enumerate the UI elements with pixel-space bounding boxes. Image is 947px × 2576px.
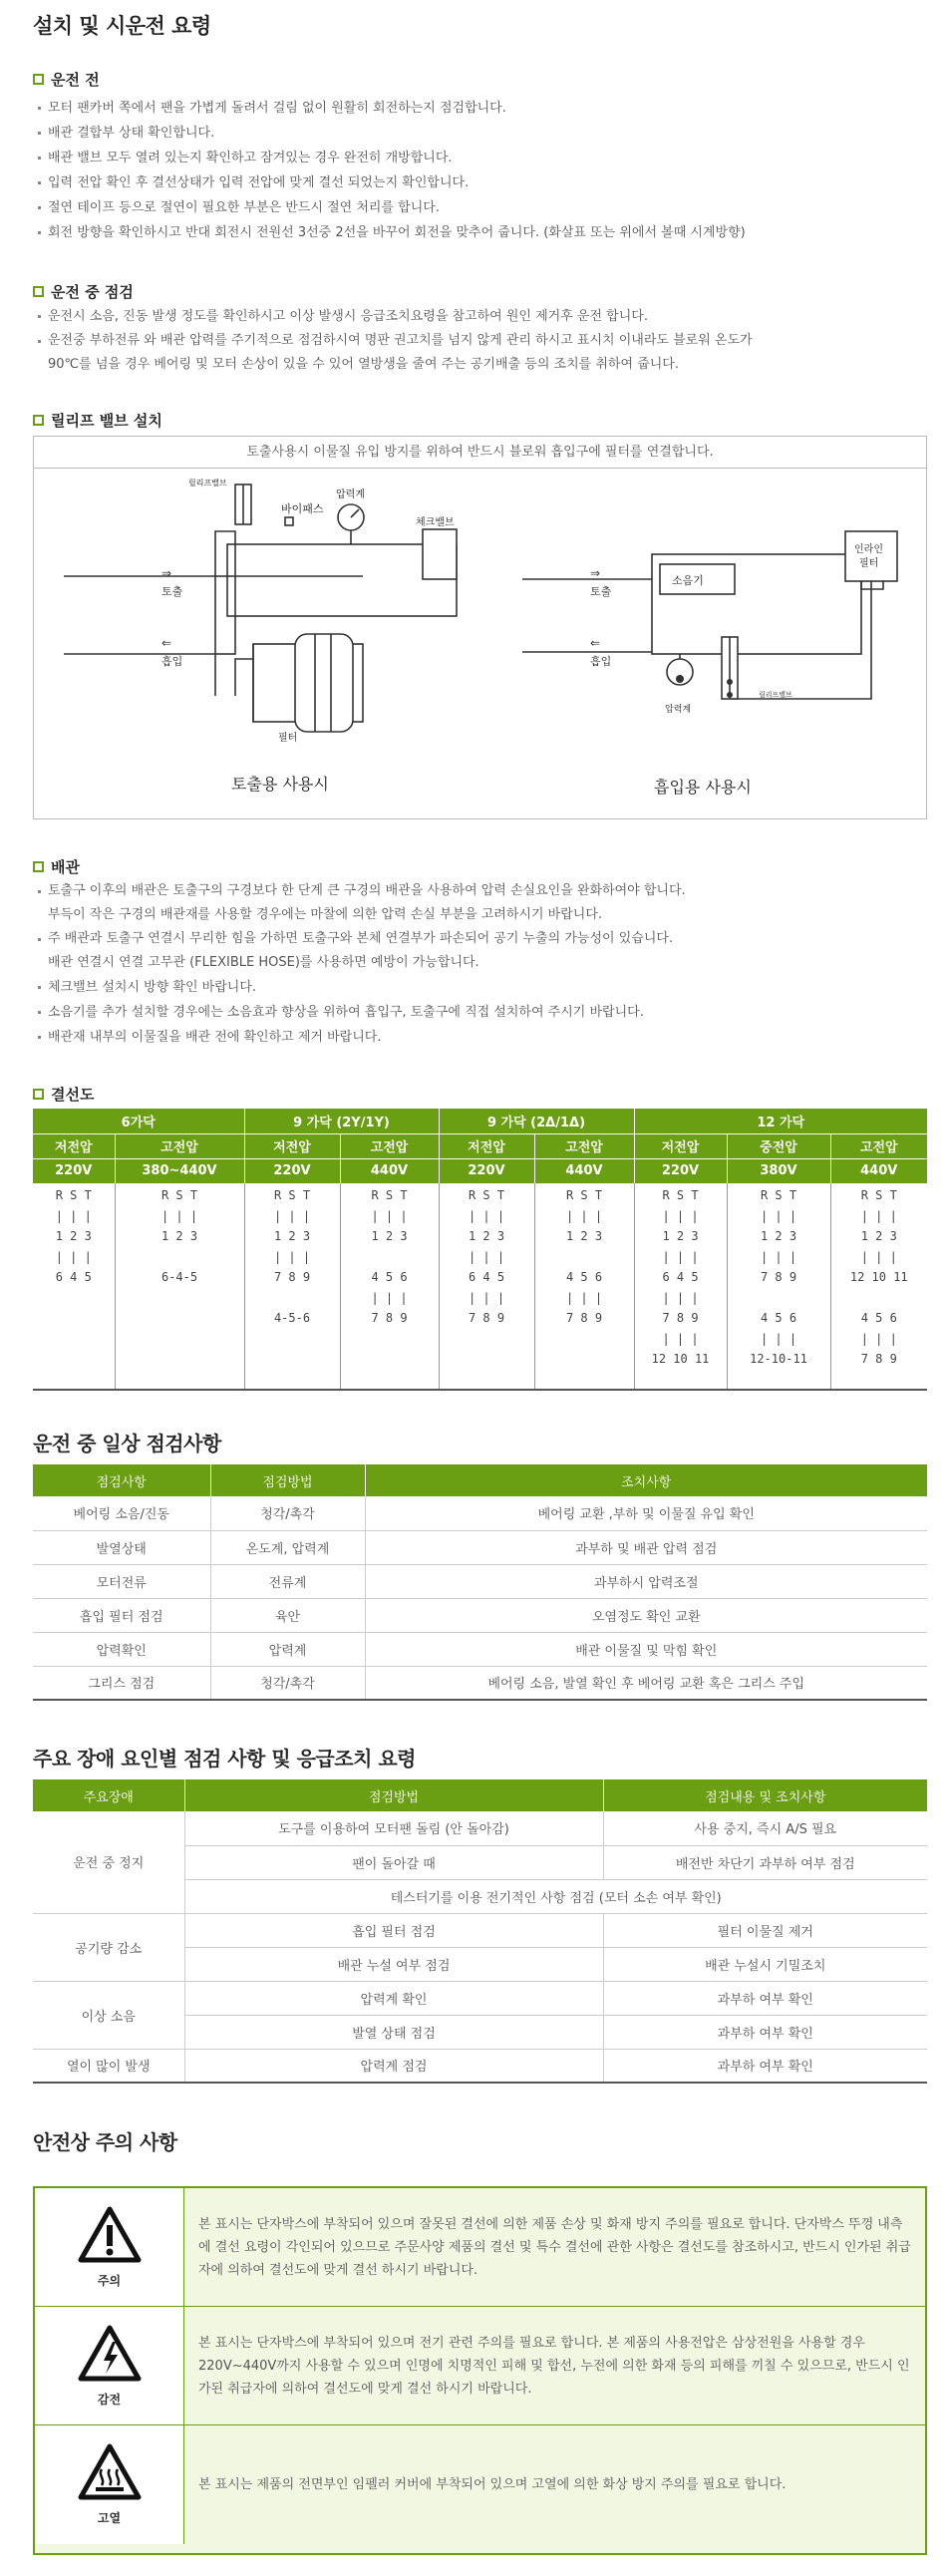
table-row <box>33 1496 927 1530</box>
check-valve-box <box>423 529 457 579</box>
wiring-voltage-header: 220V <box>634 1158 727 1183</box>
during-op-list <box>36 304 913 377</box>
label-inline-filter: 필터 <box>859 558 879 569</box>
wiring-type-header: 저전압 <box>634 1133 727 1158</box>
table-row <box>33 1564 927 1598</box>
wiring-type-header: 저전압 <box>244 1133 340 1158</box>
pre-op-heading: 운전 전 <box>33 69 100 90</box>
bullet-square-icon <box>33 286 44 297</box>
fault-category: 열이 많이 발생 <box>33 2049 184 2083</box>
fault-table <box>33 1779 927 2084</box>
daily-column-header: 점검방법 <box>210 1464 365 1496</box>
relief-diagram <box>33 436 927 819</box>
piping-heading: 배관 <box>33 856 80 877</box>
daily-column-header: 조치사항 <box>365 1464 927 1496</box>
table-cell: 배전반 차단기 과부하 여부 점검 <box>603 1845 927 1879</box>
arrow-left-icon: ⇐ <box>161 636 172 650</box>
table-cell: 그리스 점검 <box>33 1666 210 1700</box>
fault-column-header: 주요장애 <box>33 1779 184 1811</box>
table-cell: 사용 중지, 즉시 A/S 필요 <box>603 1811 927 1845</box>
label-discharge-right: 토출 <box>590 585 612 598</box>
list-item <box>36 927 913 975</box>
label-pressure-gauge-right: 압력계 <box>665 705 692 715</box>
during-op-heading: 운전 중 점검 <box>33 281 134 302</box>
bullet-square-icon <box>33 74 44 85</box>
list-item: 운전시 소음, 진동 발생 정도를 확인하시고 이상 발생시 응급조치요령을 참고하여 원인 제거후 운전 합니다. <box>36 304 913 329</box>
wiring-diagram-cell: R S T | | | 1 2 3 | | | 6 4 5 | | | 7 8 9 | | | 12 10 11 <box>634 1183 727 1390</box>
wiring-voltage-header: 380V <box>727 1158 830 1183</box>
safety-icon-cell <box>35 2307 184 2424</box>
table-cell: 흡입 필터 점검 <box>184 1913 603 1947</box>
list-item: 체크밸브 설치시 방향 확인 바랍니다. <box>36 975 913 1000</box>
list-item: 배관 결합부 상태 확인합니다. <box>36 121 913 146</box>
pipe-riser-left <box>215 576 235 654</box>
label-suction-right: 흡입 <box>590 655 612 668</box>
list-item <box>36 329 913 377</box>
table-cell: 배관 누설 여부 점검 <box>184 1947 603 1981</box>
relief-heading: 릴리프 밸브 설치 <box>33 410 162 431</box>
table-row <box>33 1632 927 1666</box>
wiring-group-header: 9 가닥 (2Y/1Y) <box>244 1109 439 1133</box>
wiring-type-header: 저전압 <box>439 1133 534 1158</box>
daily-title: 운전 중 일상 점검사항 <box>33 1432 221 1455</box>
safety-text: 본 표시는 단자박스에 부착되어 있으며 잘못된 결선에 의한 제품 손상 및 화재 방지 주의를 필요로 합니다. 단자박스 뚜껑 내측에 결선 요령이 각인되어 있으므로 주문사양 제품의 결선 및 특수 결선에 관한 사항은 결선도를 참조하시고, 반드시 인가된 취급자에 의하여 결선도에 맞게 결선 하시기 바랍니다. <box>198 2216 911 2278</box>
table-row <box>33 1666 927 1700</box>
safety-label: 주의 <box>97 2273 122 2288</box>
table-cell: 배관 누설시 기밀조치 <box>603 1947 927 1981</box>
wiring-voltage-header: 380~440V <box>115 1158 244 1183</box>
safety-title: 안전상 주의 사항 <box>33 2130 177 2154</box>
page-title: 설치 및 시운전 요령 <box>33 14 211 38</box>
table-cell: 압력확인 <box>33 1632 210 1666</box>
table-cell: 과부하 여부 확인 <box>603 1981 927 2015</box>
table-cell: 도구를 이용하여 모터팬 돌림 (안 돌아감) <box>184 1811 603 1845</box>
table-row <box>33 1530 927 1564</box>
list-item-line: 운전중 부하전류 와 배관 압력를 주기적으로 점검하시여 명판 권고치를 넘지 않게 관리 하시고 표시치 이내라도 블로워 온도가 <box>48 333 753 348</box>
list-item: 절연 테이프 등으로 절연이 필요한 부분은 반드시 절연 처리를 합니다. <box>36 195 913 220</box>
wiring-heading: 결선도 <box>33 1084 94 1105</box>
list-item: 소음기를 추가 설치할 경우에는 소음효과 향상을 위하여 흡입구, 토출구에 직접 설치하여 주시기 바랍니다. <box>36 1000 913 1025</box>
table-cell: 압력계 확인 <box>184 1981 603 2015</box>
arrow-left-icon: ⇐ <box>590 636 601 650</box>
table-cell: 발열상태 <box>33 1530 210 1564</box>
warning-icon <box>78 2206 142 2268</box>
wiring-diagram-cell: R S T | | | 1 2 3 | | | 6 4 5 <box>33 1183 115 1390</box>
wiring-voltage-header: 440V <box>340 1158 439 1183</box>
label-check-valve: 체크밸브 <box>416 517 455 528</box>
table-cell: 압력계 점검 <box>184 2049 603 2083</box>
table-cell: 과부하시 압력조절 <box>365 1564 927 1598</box>
table-row <box>33 1811 927 1845</box>
table-cell: 과부하 여부 확인 <box>603 2049 927 2083</box>
label-suction-left: 흡입 <box>161 655 183 668</box>
bypass-port <box>285 517 293 525</box>
piping-list <box>36 879 913 1050</box>
filter-box <box>295 634 353 732</box>
table-row <box>33 2049 927 2083</box>
fault-category: 운전 중 정지 <box>33 1811 184 1913</box>
list-item-line: 90℃를 넘을 경우 베어링 및 모터 손상이 있을 수 있어 열방생을 줄여 주는 공기배출 등의 조치를 취하여 줍니다. <box>48 357 679 372</box>
table-row <box>33 1981 927 2015</box>
wiring-diagram-cell: R S T | | | 1 2 3 | | | 7 8 9 4-5-6 <box>244 1183 340 1390</box>
daily-check-table <box>33 1464 927 1701</box>
fault-column-header: 점검내용 및 조치사항 <box>603 1779 927 1811</box>
table-row <box>33 1598 927 1632</box>
list-item-line: 주 배관과 토출구 연결시 무리한 힘을 가하면 토출구와 본체 연결부가 파손되어 공기 누출의 가능성이 있습니다. <box>48 931 674 946</box>
safety-row <box>35 2307 925 2425</box>
arrow-right-icon: ⇒ <box>590 566 601 580</box>
label-filter: 필터 <box>278 733 298 744</box>
bullet-square-icon <box>33 861 44 872</box>
caption-left: 토출용 사용시 <box>231 775 329 794</box>
label-pressure-gauge: 압력계 <box>336 489 365 500</box>
wiring-group-header: 9 가닥 (2Δ/1Δ) <box>439 1109 634 1133</box>
list-item-line: 배관 연결시 연결 고무관 (FLEXIBLE HOSE)를 사용하면 예방이 가능합니다. <box>48 955 479 970</box>
table-cell: 베어링 소음, 발열 확인 후 베어링 교환 혹은 그리스 주입 <box>365 1666 927 1700</box>
table-row <box>33 1913 927 1947</box>
table-cell: 전류계 <box>210 1564 365 1598</box>
electric-shock-icon <box>78 2325 142 2387</box>
bullet-square-icon <box>33 1089 44 1100</box>
label-relief-valve-right: 릴리프밸브 <box>759 691 792 699</box>
wiring-diagram-cell: R S T | | | 1 2 3 6-4-5 <box>115 1183 244 1390</box>
table-cell: 오염정도 확인 교환 <box>365 1598 927 1632</box>
safety-label: 고열 <box>97 2511 122 2525</box>
wiring-group-header: 12 가닥 <box>634 1109 927 1133</box>
safety-icon-cell <box>35 2188 184 2306</box>
table-cell: 베어링 교환 ,부하 및 이물질 유입 확인 <box>365 1496 927 1530</box>
table-cell: 과부하 및 배관 압력 점검 <box>365 1530 927 1564</box>
wiring-voltage-header: 440V <box>534 1158 634 1183</box>
label-silencer: 소음기 <box>672 574 704 587</box>
caption-right: 흡입용 사용시 <box>654 778 752 797</box>
fault-category: 이상 소음 <box>33 1981 184 2049</box>
safety-row <box>35 2188 925 2307</box>
daily-column-header: 점검사항 <box>33 1464 210 1496</box>
discharge-pipe-left <box>64 531 363 576</box>
wiring-voltage-header: 220V <box>33 1158 115 1183</box>
fault-category: 공기량 감소 <box>33 1913 184 1981</box>
wiring-group-header: 6가닥 <box>33 1109 244 1133</box>
table-cell: 과부하 여부 확인 <box>603 2015 927 2049</box>
table-cell: 테스터기를 이용 전기적인 사항 점검 (모터 소손 여부 확인) <box>184 1879 927 1913</box>
wiring-table <box>33 1109 927 1391</box>
list-item: 모터 팬카버 쪽에서 팬을 가볍게 돌려서 걸림 없이 원활히 회전하는지 점검합니다. <box>36 96 913 121</box>
table-cell: 배관 이물질 및 막힘 확인 <box>365 1632 927 1666</box>
list-item <box>36 879 913 927</box>
table-cell: 베어링 소음/진동 <box>33 1496 210 1530</box>
safety-icon-cell <box>35 2425 184 2544</box>
wiring-voltage-header: 220V <box>244 1158 340 1183</box>
list-item: 배관재 내부의 이물질을 배관 전에 확인하고 제거 바랍니다. <box>36 1025 913 1050</box>
label-relief-valve: 릴리프밸브 <box>188 479 227 487</box>
bullet-square-icon <box>33 415 44 426</box>
table-cell: 청각/촉각 <box>210 1666 365 1700</box>
table-cell: 모터전류 <box>33 1564 210 1598</box>
list-item: 배관 밸브 모두 열려 있는지 확인하고 잠겨있는 경우 완전히 개방합니다. <box>36 146 913 170</box>
relief-note: 토출사용시 이물질 유입 방지를 위하여 반드시 블로워 흡입구에 필터를 연결합니다. <box>34 437 926 469</box>
table-cell: 육안 <box>210 1598 365 1632</box>
label-inline: 인라인 <box>854 544 883 555</box>
list-item-line: 부득이 작은 구경의 배관재를 사용할 경우에는 마찰에 의한 압력 손실 부분을 고려하시기 바랍니다. <box>48 907 603 922</box>
right-return-pipe <box>732 581 871 699</box>
list-item: 회전 방향을 확인하시고 반대 회전시 전원선 3선중 2선을 바꾸어 회전을 맞추어 줍니다. (화살표 또는 위에서 볼때 시계방향) <box>36 220 913 245</box>
fault-column-header: 점검방법 <box>184 1779 603 1811</box>
wiring-voltage-header: 440V <box>830 1158 927 1183</box>
wiring-diagram-cell: R S T | | | 1 2 3 4 5 6 | | | 7 8 9 <box>340 1183 439 1390</box>
table-cell: 압력계 <box>210 1632 365 1666</box>
table-cell: 청각/촉각 <box>210 1496 365 1530</box>
wiring-type-header: 고전압 <box>340 1133 439 1158</box>
wiring-diagram-cell: R S T | | | 1 2 3 4 5 6 | | | 7 8 9 <box>534 1183 634 1390</box>
relief-diagram-svg <box>34 470 926 819</box>
table-cell: 발열 상태 점검 <box>184 2015 603 2049</box>
hot-surface-icon <box>78 2443 142 2505</box>
wiring-type-header: 저전압 <box>33 1133 115 1158</box>
table-cell: 필터 이물질 제거 <box>603 1913 927 1947</box>
wiring-type-header: 고전압 <box>830 1133 927 1158</box>
wiring-type-header: 중전압 <box>727 1133 830 1158</box>
table-cell: 흡입 필터 점검 <box>33 1598 210 1632</box>
wiring-voltage-header: 220V <box>439 1158 534 1183</box>
arrow-right-icon: ⇒ <box>161 566 172 580</box>
label-bypass: 바이패스 <box>281 502 324 515</box>
safety-row <box>35 2425 925 2544</box>
fault-title: 주요 장애 요인별 점검 사항 및 응급조치 요령 <box>33 1747 416 1771</box>
safety-text: 본 표시는 단자박스에 부착되어 있으며 전기 관련 주의를 필요로 합니다. 본 제품의 사용전압은 삼상전원을 사용할 경우 220V~440V까지 사용할 수 있으며 인명에 치명적인 피해 및 합선, 누전에 의한 화재 등의 피해를 끼칠 수 있으므로, 반드시 인가된 취급자에 의하여 결선도에 맞게 결선 하시기 바랍니다. <box>198 2335 910 2397</box>
list-item: 입력 전압 확인 후 결선상태가 입력 전압에 맞게 결선 되었는지 확인합니다. <box>36 170 913 195</box>
wiring-diagram-cell: R S T | | | 1 2 3 | | | 12 10 11 4 5 6 | | | 7 8 9 <box>830 1183 927 1390</box>
table-cell: 온도계, 압력계 <box>210 1530 365 1564</box>
wiring-type-header: 고전압 <box>534 1133 634 1158</box>
list-item-line: 토출구 이후의 배관은 토출구의 구경보다 한 단계 큰 구경의 배관을 사용하여 압력 손실요인을 완화하여야 합니다. <box>48 883 686 898</box>
safety-text: 본 표시는 제품의 전면부인 임펠러 커버에 부착되어 있으며 고열에 의한 화상 방지 주의를 필요로 합니다. <box>198 2477 787 2492</box>
wiring-diagram-cell: R S T | | | 1 2 3 | | | 6 4 5 | | | 7 8 9 <box>439 1183 534 1390</box>
inline-filter-box <box>845 531 897 581</box>
table-cell: 팬이 돌아갈 때 <box>184 1845 603 1879</box>
label-discharge-left: 토출 <box>161 585 183 598</box>
wiring-type-header: 고전압 <box>115 1133 244 1158</box>
safety-label: 감전 <box>97 2392 122 2407</box>
pre-op-list <box>36 96 913 245</box>
safety-panel <box>33 2186 927 2555</box>
wiring-diagram-cell: R S T | | | 1 2 3 | | | 7 8 9 4 5 6 | | | 12-10-11 <box>727 1183 830 1390</box>
